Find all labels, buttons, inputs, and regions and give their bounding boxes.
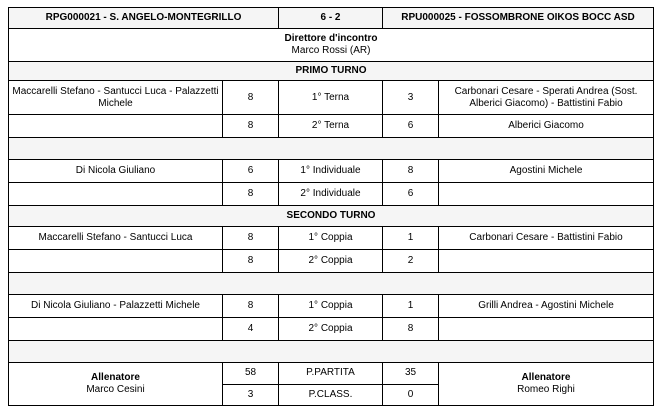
away-sub	[439, 183, 654, 206]
away-sub	[439, 250, 654, 273]
away-players: Carbonari Cesare - Sperati Andrea (Sost. Alberici Giacomo) - Battistini Fabio	[439, 81, 654, 115]
home-score: 6	[223, 160, 279, 183]
game-name: 2° Coppia	[279, 250, 383, 273]
match-row	[9, 227, 654, 250]
away-coach-name: Romeo Righi	[517, 384, 575, 395]
home-team: RPG000021 - S. ANGELO-MONTEGRILLO	[9, 8, 279, 29]
away-players: Grilli Andrea - Agostini Michele	[439, 295, 654, 318]
home-players: Di Nicola Giuliano	[9, 160, 223, 183]
away-score: 1	[383, 227, 439, 250]
turn-heading-row	[9, 206, 654, 227]
home-sub	[9, 318, 223, 341]
spacer-row	[9, 273, 654, 295]
home-sub	[9, 183, 223, 206]
away-players: Agostini Michele	[439, 160, 654, 183]
home-coach-label: Allenatore	[91, 372, 140, 383]
game-name: 1° Coppia	[279, 227, 383, 250]
game-name: 2° Terna	[279, 115, 383, 138]
away-partita: 35	[383, 363, 439, 385]
home-score: 8	[223, 115, 279, 138]
match-row	[9, 318, 654, 341]
home-sub	[9, 250, 223, 273]
home-score: 8	[223, 250, 279, 273]
away-class: 0	[383, 384, 439, 406]
turn-title: SECONDO TURNO	[9, 206, 654, 227]
home-sub	[9, 115, 223, 138]
away-players: Carbonari Cesare - Battistini Fabio	[439, 227, 654, 250]
away-score: 8	[383, 160, 439, 183]
home-players: Maccarelli Stefano - Santucci Luca - Palazzetti Michele	[9, 81, 223, 115]
game-name: 1° Terna	[279, 81, 383, 115]
away-score: 8	[383, 318, 439, 341]
home-players: Di Nicola Giuliano - Palazzetti Michele	[9, 295, 223, 318]
home-coach-name: Marco Cesini	[86, 384, 145, 395]
away-score: 6	[383, 115, 439, 138]
game-name: 2° Individuale	[279, 183, 383, 206]
match-row	[9, 250, 654, 273]
match-report-table	[8, 7, 654, 406]
spacer	[9, 273, 654, 295]
home-score: 8	[223, 183, 279, 206]
turn-heading-row	[9, 62, 654, 81]
home-score: 8	[223, 81, 279, 115]
home-score: 4	[223, 318, 279, 341]
away-coach-cell	[439, 363, 654, 406]
match-row	[9, 115, 654, 138]
director-name: Marco Rossi (AR)	[291, 45, 371, 56]
spacer-row	[9, 138, 654, 160]
away-team: RPU000025 - FOSSOMBRONE OIKOS BOCC ASD	[383, 8, 654, 29]
game-name: 1° Individuale	[279, 160, 383, 183]
match-row	[9, 160, 654, 183]
away-score: 3	[383, 81, 439, 115]
match-row	[9, 81, 654, 115]
partita-label: P.PARTITA	[279, 363, 383, 385]
away-coach-label: Allenatore	[521, 372, 571, 383]
away-score: 2	[383, 250, 439, 273]
game-name: 2° Coppia	[279, 318, 383, 341]
match-row	[9, 295, 654, 318]
away-sub: Alberici Giacomo	[439, 115, 654, 138]
spacer	[9, 138, 654, 160]
home-score: 8	[223, 227, 279, 250]
away-score: 1	[383, 295, 439, 318]
match-row	[9, 183, 654, 206]
home-class: 3	[223, 384, 279, 406]
game-name: 1° Coppia	[279, 295, 383, 318]
home-coach-cell	[9, 363, 223, 406]
class-label: P.CLASS.	[279, 384, 383, 406]
home-partita: 58	[223, 363, 279, 385]
away-score: 6	[383, 183, 439, 206]
header-row	[9, 8, 654, 29]
director-cell	[9, 29, 654, 62]
home-score: 8	[223, 295, 279, 318]
home-players: Maccarelli Stefano - Santucci Luca	[9, 227, 223, 250]
match-score: 6 - 2	[279, 8, 383, 29]
partita-row	[9, 363, 654, 385]
spacer-row	[9, 341, 654, 363]
away-sub	[439, 318, 654, 341]
spacer	[9, 341, 654, 363]
turn-title: PRIMO TURNO	[9, 62, 654, 81]
director-label: Direttore d'incontro	[284, 33, 378, 44]
director-row	[9, 29, 654, 62]
